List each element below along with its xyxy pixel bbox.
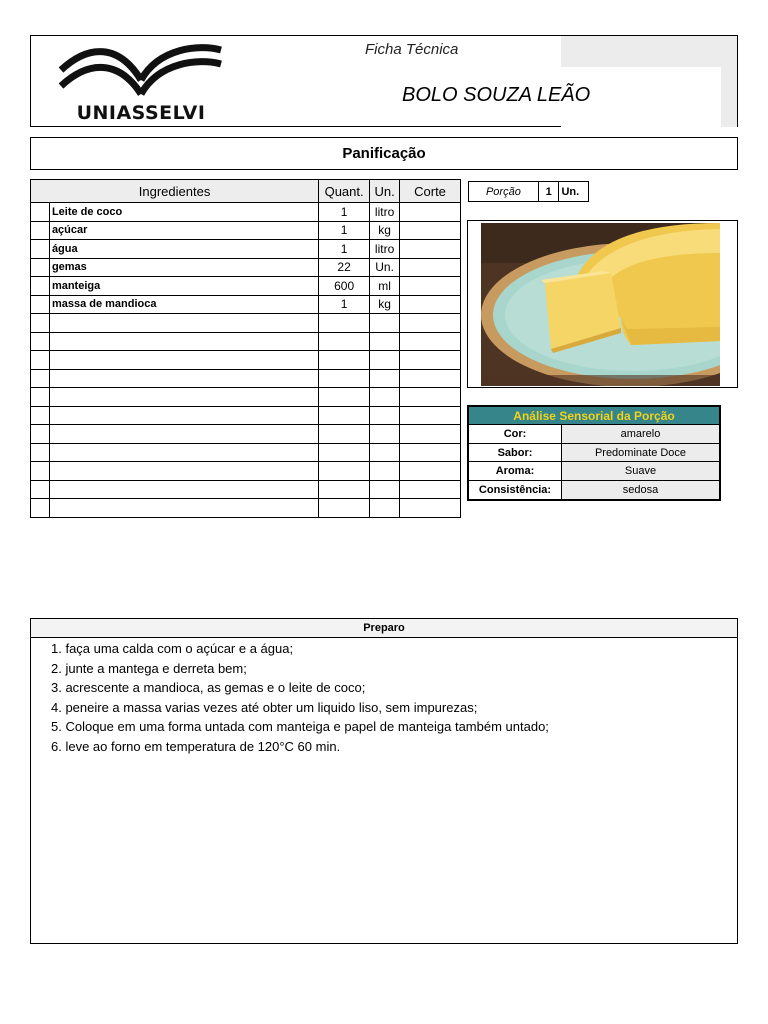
section-title: Panificação <box>30 137 738 170</box>
empty-cell <box>31 499 50 518</box>
logo-text: UNIASSELVI <box>76 102 206 124</box>
table-row <box>31 203 461 222</box>
empty-cell <box>49 480 318 499</box>
empty-cell <box>31 369 50 388</box>
empty-cell <box>400 480 461 499</box>
ingredient-unit: kg <box>370 295 400 314</box>
portion-unit: Un. <box>561 185 580 198</box>
table-row-empty <box>31 314 461 333</box>
empty-cell <box>370 480 400 499</box>
empty-cell <box>370 388 400 407</box>
header-ingredientes: Ingredientes <box>31 180 319 203</box>
table-row-empty <box>31 388 461 407</box>
sensory-row <box>469 425 719 444</box>
ingredient-qty: 22 <box>319 258 370 277</box>
empty-cell <box>49 351 318 370</box>
empty-cell <box>319 499 370 518</box>
row-marker <box>31 295 50 314</box>
empty-cell <box>49 462 318 481</box>
empty-cell <box>400 443 461 462</box>
table-row <box>31 277 461 296</box>
table-header-row <box>31 180 461 203</box>
table-row <box>31 240 461 259</box>
empty-cell <box>370 443 400 462</box>
preparation-step: 1. faça uma calda com o açúcar e a água; <box>51 641 294 656</box>
empty-cell <box>370 406 400 425</box>
sensory-value: sedosa <box>562 481 719 500</box>
sensory-value: amarelo <box>562 425 719 443</box>
ingredient-qty: 600 <box>319 277 370 296</box>
empty-cell <box>319 314 370 333</box>
ingredient-unit: litro <box>370 203 400 222</box>
sensory-key: Cor: <box>469 425 562 443</box>
recipe-title: BOLO SOUZA LEÃO <box>402 84 591 106</box>
sensory-analysis-table <box>467 405 721 501</box>
empty-cell <box>319 388 370 407</box>
empty-cell <box>400 499 461 518</box>
ingredient-name: açúcar <box>49 221 318 240</box>
empty-cell <box>400 332 461 351</box>
sensory-value: Suave <box>562 462 719 480</box>
uniasselvi-logo <box>59 42 223 124</box>
empty-cell <box>49 332 318 351</box>
ingredient-name: Leite de coco <box>49 203 318 222</box>
empty-cell <box>370 314 400 333</box>
ingredient-unit: Un. <box>370 258 400 277</box>
ingredient-name: gemas <box>49 258 318 277</box>
table-row-empty <box>31 332 461 351</box>
preparation-section <box>30 618 738 944</box>
row-marker <box>31 221 50 240</box>
empty-cell <box>31 332 50 351</box>
ingredient-unit: litro <box>370 240 400 259</box>
empty-cell <box>400 314 461 333</box>
empty-cell <box>31 406 50 425</box>
empty-cell <box>31 443 50 462</box>
empty-cell <box>370 462 400 481</box>
empty-cell <box>400 462 461 481</box>
row-marker <box>31 258 50 277</box>
ingredient-corte <box>400 277 461 296</box>
empty-cell <box>319 425 370 444</box>
portion-box <box>468 181 589 202</box>
ingredient-corte <box>400 203 461 222</box>
empty-cell <box>319 406 370 425</box>
table-row-empty <box>31 425 461 444</box>
empty-cell <box>319 369 370 388</box>
preparation-step: 3. acrescente a mandioca, as gemas e o leite de coco; <box>51 680 366 695</box>
empty-cell <box>319 480 370 499</box>
empty-cell <box>370 332 400 351</box>
logo-arches-icon <box>59 42 223 100</box>
empty-cell <box>31 351 50 370</box>
table-row-empty <box>31 462 461 481</box>
ingredient-corte <box>400 258 461 277</box>
sensory-row <box>469 481 719 500</box>
ingredient-name: manteiga <box>49 277 318 296</box>
ingredients-table <box>30 179 461 518</box>
table-row-empty <box>31 480 461 499</box>
table-row-empty <box>31 406 461 425</box>
sensory-key: Sabor: <box>469 444 562 462</box>
empty-cell <box>400 388 461 407</box>
table-row-empty <box>31 369 461 388</box>
row-marker <box>31 203 50 222</box>
ingredient-qty: 1 <box>319 221 370 240</box>
sensory-row <box>469 444 719 463</box>
sensory-key: Aroma: <box>469 462 562 480</box>
empty-cell <box>319 332 370 351</box>
empty-cell <box>319 462 370 481</box>
empty-cell <box>370 425 400 444</box>
empty-cell <box>31 314 50 333</box>
ingredient-qty: 1 <box>319 203 370 222</box>
empty-cell <box>49 443 318 462</box>
empty-cell <box>49 425 318 444</box>
table-row-empty <box>31 499 461 518</box>
header <box>30 35 738 127</box>
ingredient-unit: ml <box>370 277 400 296</box>
row-marker <box>31 277 50 296</box>
empty-cell <box>400 425 461 444</box>
photo-frame <box>467 220 738 388</box>
table-row-empty <box>31 351 461 370</box>
table-row <box>31 221 461 240</box>
ingredient-corte <box>400 221 461 240</box>
empty-cell <box>319 443 370 462</box>
empty-cell <box>400 351 461 370</box>
empty-cell <box>31 388 50 407</box>
header-corte: Corte <box>400 180 461 203</box>
ingredient-corte <box>400 295 461 314</box>
portion-value: 1 <box>539 182 560 201</box>
cake-photo <box>481 223 720 386</box>
portion-label: Porção <box>469 182 539 201</box>
row-marker <box>31 240 50 259</box>
empty-cell <box>319 351 370 370</box>
ingredient-qty: 1 <box>319 240 370 259</box>
table-row <box>31 258 461 277</box>
preparation-step: 4. peneire a massa varias vezes até obter um liquido liso, sem impurezas; <box>51 699 478 715</box>
sensory-value: Predominate Doce <box>562 444 719 462</box>
preparation-title: Preparo <box>31 619 737 638</box>
table-row <box>31 295 461 314</box>
ingredient-unit: kg <box>370 221 400 240</box>
empty-cell <box>49 369 318 388</box>
ingredient-corte <box>400 240 461 259</box>
empty-cell <box>31 425 50 444</box>
ingredient-name: água <box>49 240 318 259</box>
empty-cell <box>49 499 318 518</box>
ingredient-qty: 1 <box>319 295 370 314</box>
document-subtitle: Ficha Técnica <box>365 41 459 58</box>
table-row-empty <box>31 443 461 462</box>
sensory-row <box>469 462 719 481</box>
sensory-title: Análise Sensorial da Porção <box>469 407 719 425</box>
empty-cell <box>49 406 318 425</box>
empty-cell <box>370 351 400 370</box>
empty-cell <box>49 314 318 333</box>
empty-cell <box>400 406 461 425</box>
preparation-steps <box>31 638 737 756</box>
header-quant: Quant. <box>319 180 370 203</box>
empty-cell <box>31 480 50 499</box>
empty-cell <box>49 388 318 407</box>
empty-cell <box>400 369 461 388</box>
preparation-step: 2. junte a mantega e derreta bem; <box>51 660 247 676</box>
empty-cell <box>370 499 400 518</box>
preparation-step: 6. leve ao forno em temperatura de 120°C 60 min. <box>51 738 341 754</box>
preparation-step: 5. Coloque em uma forma untada com manteiga e papel de manteiga também untado; <box>51 719 549 734</box>
empty-cell <box>31 462 50 481</box>
ingredient-name: massa de mandioca <box>49 295 318 314</box>
sensory-key: Consistência: <box>469 481 562 500</box>
header-un: Un. <box>370 180 400 203</box>
empty-cell <box>370 369 400 388</box>
